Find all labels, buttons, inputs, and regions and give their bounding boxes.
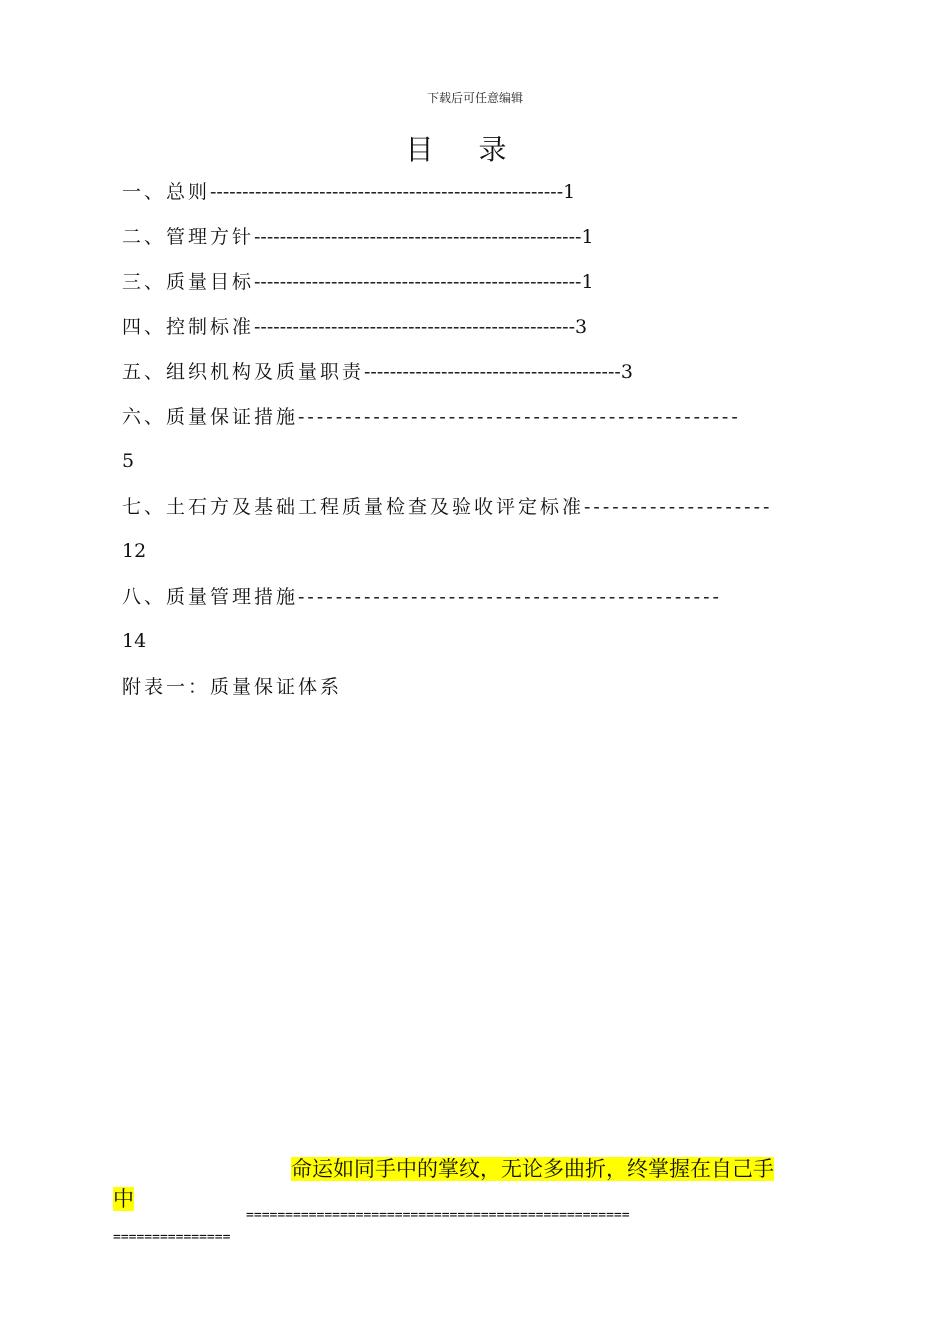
toc-leader: ------------------------------------------------------- [210, 181, 564, 203]
motto-line-2: 中 [113, 1187, 134, 1211]
toc-leader: -------------------------------------------------- [254, 316, 576, 338]
motto-line-1: 命运如同手中的掌纹，无论多曲折，终掌握在自己手 [291, 1157, 774, 1181]
toc-entry-page: 1 [581, 226, 594, 248]
appendix-entry[interactable]: 附表一：质量保证体系 [122, 676, 343, 698]
toc-leader: --------------------------------------------- [298, 586, 722, 608]
toc-entry-label: 八、质量管理措施 [122, 586, 299, 608]
toc-entry-page: 3 [620, 361, 633, 383]
toc-entry-page: 14 [122, 630, 147, 652]
toc-entry[interactable] [122, 262, 822, 307]
separator [113, 1205, 833, 1249]
toc-entry-page: 1 [581, 271, 594, 293]
header-note: 下载后可任意编辑 [426, 91, 523, 105]
toc-entry[interactable] [122, 352, 822, 397]
separator-line-2: =============== [113, 1230, 231, 1245]
toc-entry[interactable] [122, 172, 822, 217]
toc-entry-page: 12 [122, 540, 147, 562]
toc-entry-label: 七、土石方及基础工程质量检查及验收评定标准 [122, 496, 585, 518]
toc-entry-label: 二、管理方针 [122, 226, 255, 248]
toc-entry-label: 五、组织机构及质量职责 [122, 361, 365, 383]
toc-entry-page: 5 [122, 450, 135, 472]
toc-entry[interactable] [122, 487, 822, 577]
toc-leader: ---------------------------------------- [364, 361, 621, 383]
toc-entry-label: 六、质量保证措施 [122, 406, 299, 428]
toc-entry-label: 四、控制标准 [122, 316, 255, 338]
separator-line-1: ================================================= [113, 1208, 630, 1223]
toc-entry[interactable] [122, 577, 822, 667]
toc-entry[interactable] [122, 397, 822, 487]
toc-title: 目 录 [405, 133, 525, 166]
toc-entry-page: 3 [575, 316, 588, 338]
table-of-contents [122, 172, 822, 707]
toc-leader: ----------------------------------------------- [298, 406, 741, 428]
toc-leader: -------------------- [584, 496, 773, 518]
toc-entry-page: 1 [563, 181, 576, 203]
toc-entry-label: 三、质量目标 [122, 271, 255, 293]
toc-leader: --------------------------------------------------- [254, 271, 582, 293]
toc-entry-label: 一、总则 [122, 181, 211, 203]
toc-entry[interactable] [122, 307, 822, 352]
toc-leader: --------------------------------------------------- [254, 226, 582, 248]
toc-entry[interactable] [122, 217, 822, 262]
